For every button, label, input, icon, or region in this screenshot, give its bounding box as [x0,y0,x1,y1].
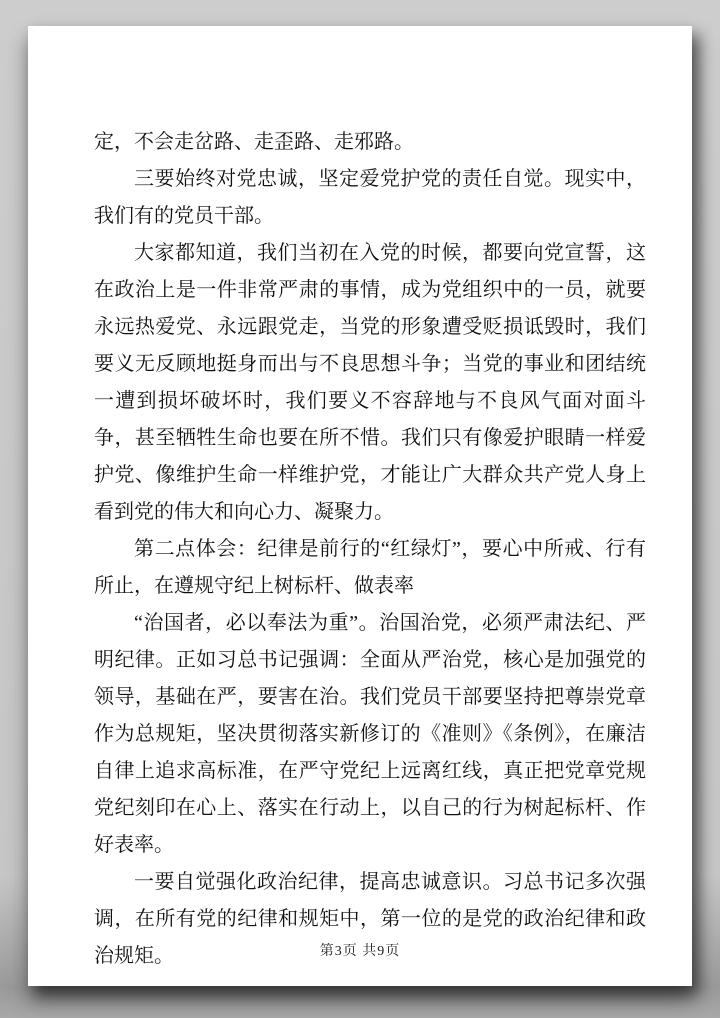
page-number: 第3页 共9页 [319,944,401,959]
page-footer [28,940,692,960]
paragraph: “治国者，必以奉法为重”。治国治党，必须严肃法纪、严明纪律。正如习总书记强调：全面从严治党，核心是加强党的领导，基础在严，要害在治。我们党员干部要坚持把尊崇党章作为总规矩，坚决贯彻落实新修订的《准则》《条例》，在廉洁自律上追求高标准，在严守党纪上远离红线，真正把党章党规党纪刻印在心上、落实在行动上，以自己的行为树起标杆、作好表率。 [94,612,646,856]
paragraph: 三要始终对党忠诚，坚定爱党护党的责任自觉。现实中，我们有的党员干部。 [94,168,646,227]
paragraph: 大家都知道，我们当初在入党的时候，都要向党宣誓，这在政治上是一件非常严肃的事情，成为党组织中的一员，就要永远热爱党、永远跟党走，当党的形象遭受贬损诋毁时，我们要义无反顾地挺身而出与不良思想斗争；当党的事业和团结统一遭到损坏破坏时，我们要义不容辞地与不良风气面对面斗争，甚至牺牲生命也要在所不惜。我们只有像爱护眼睛一样爱护党、像维护生命一样维护党，才能让广大群众共产党人身上看到党的伟大和向心力、凝聚力。 [94,242,646,523]
document-body [94,124,646,975]
paragraph: 第二点体会：纪律是前行的“红绿灯”，要心中所戒、行有所止，在遵规守纪上树标杆、做表率 [94,538,646,597]
paragraph: 一要自觉强化政治纪律，提高忠诚意识。习总书记多次强调，在所有党的纪律和规矩中，第一位的是党的政治纪律和政治规矩。 [94,871,646,967]
document-page [28,26,692,986]
paragraph: 定，不会走岔路、走歪路、走邪路。 [94,131,414,153]
